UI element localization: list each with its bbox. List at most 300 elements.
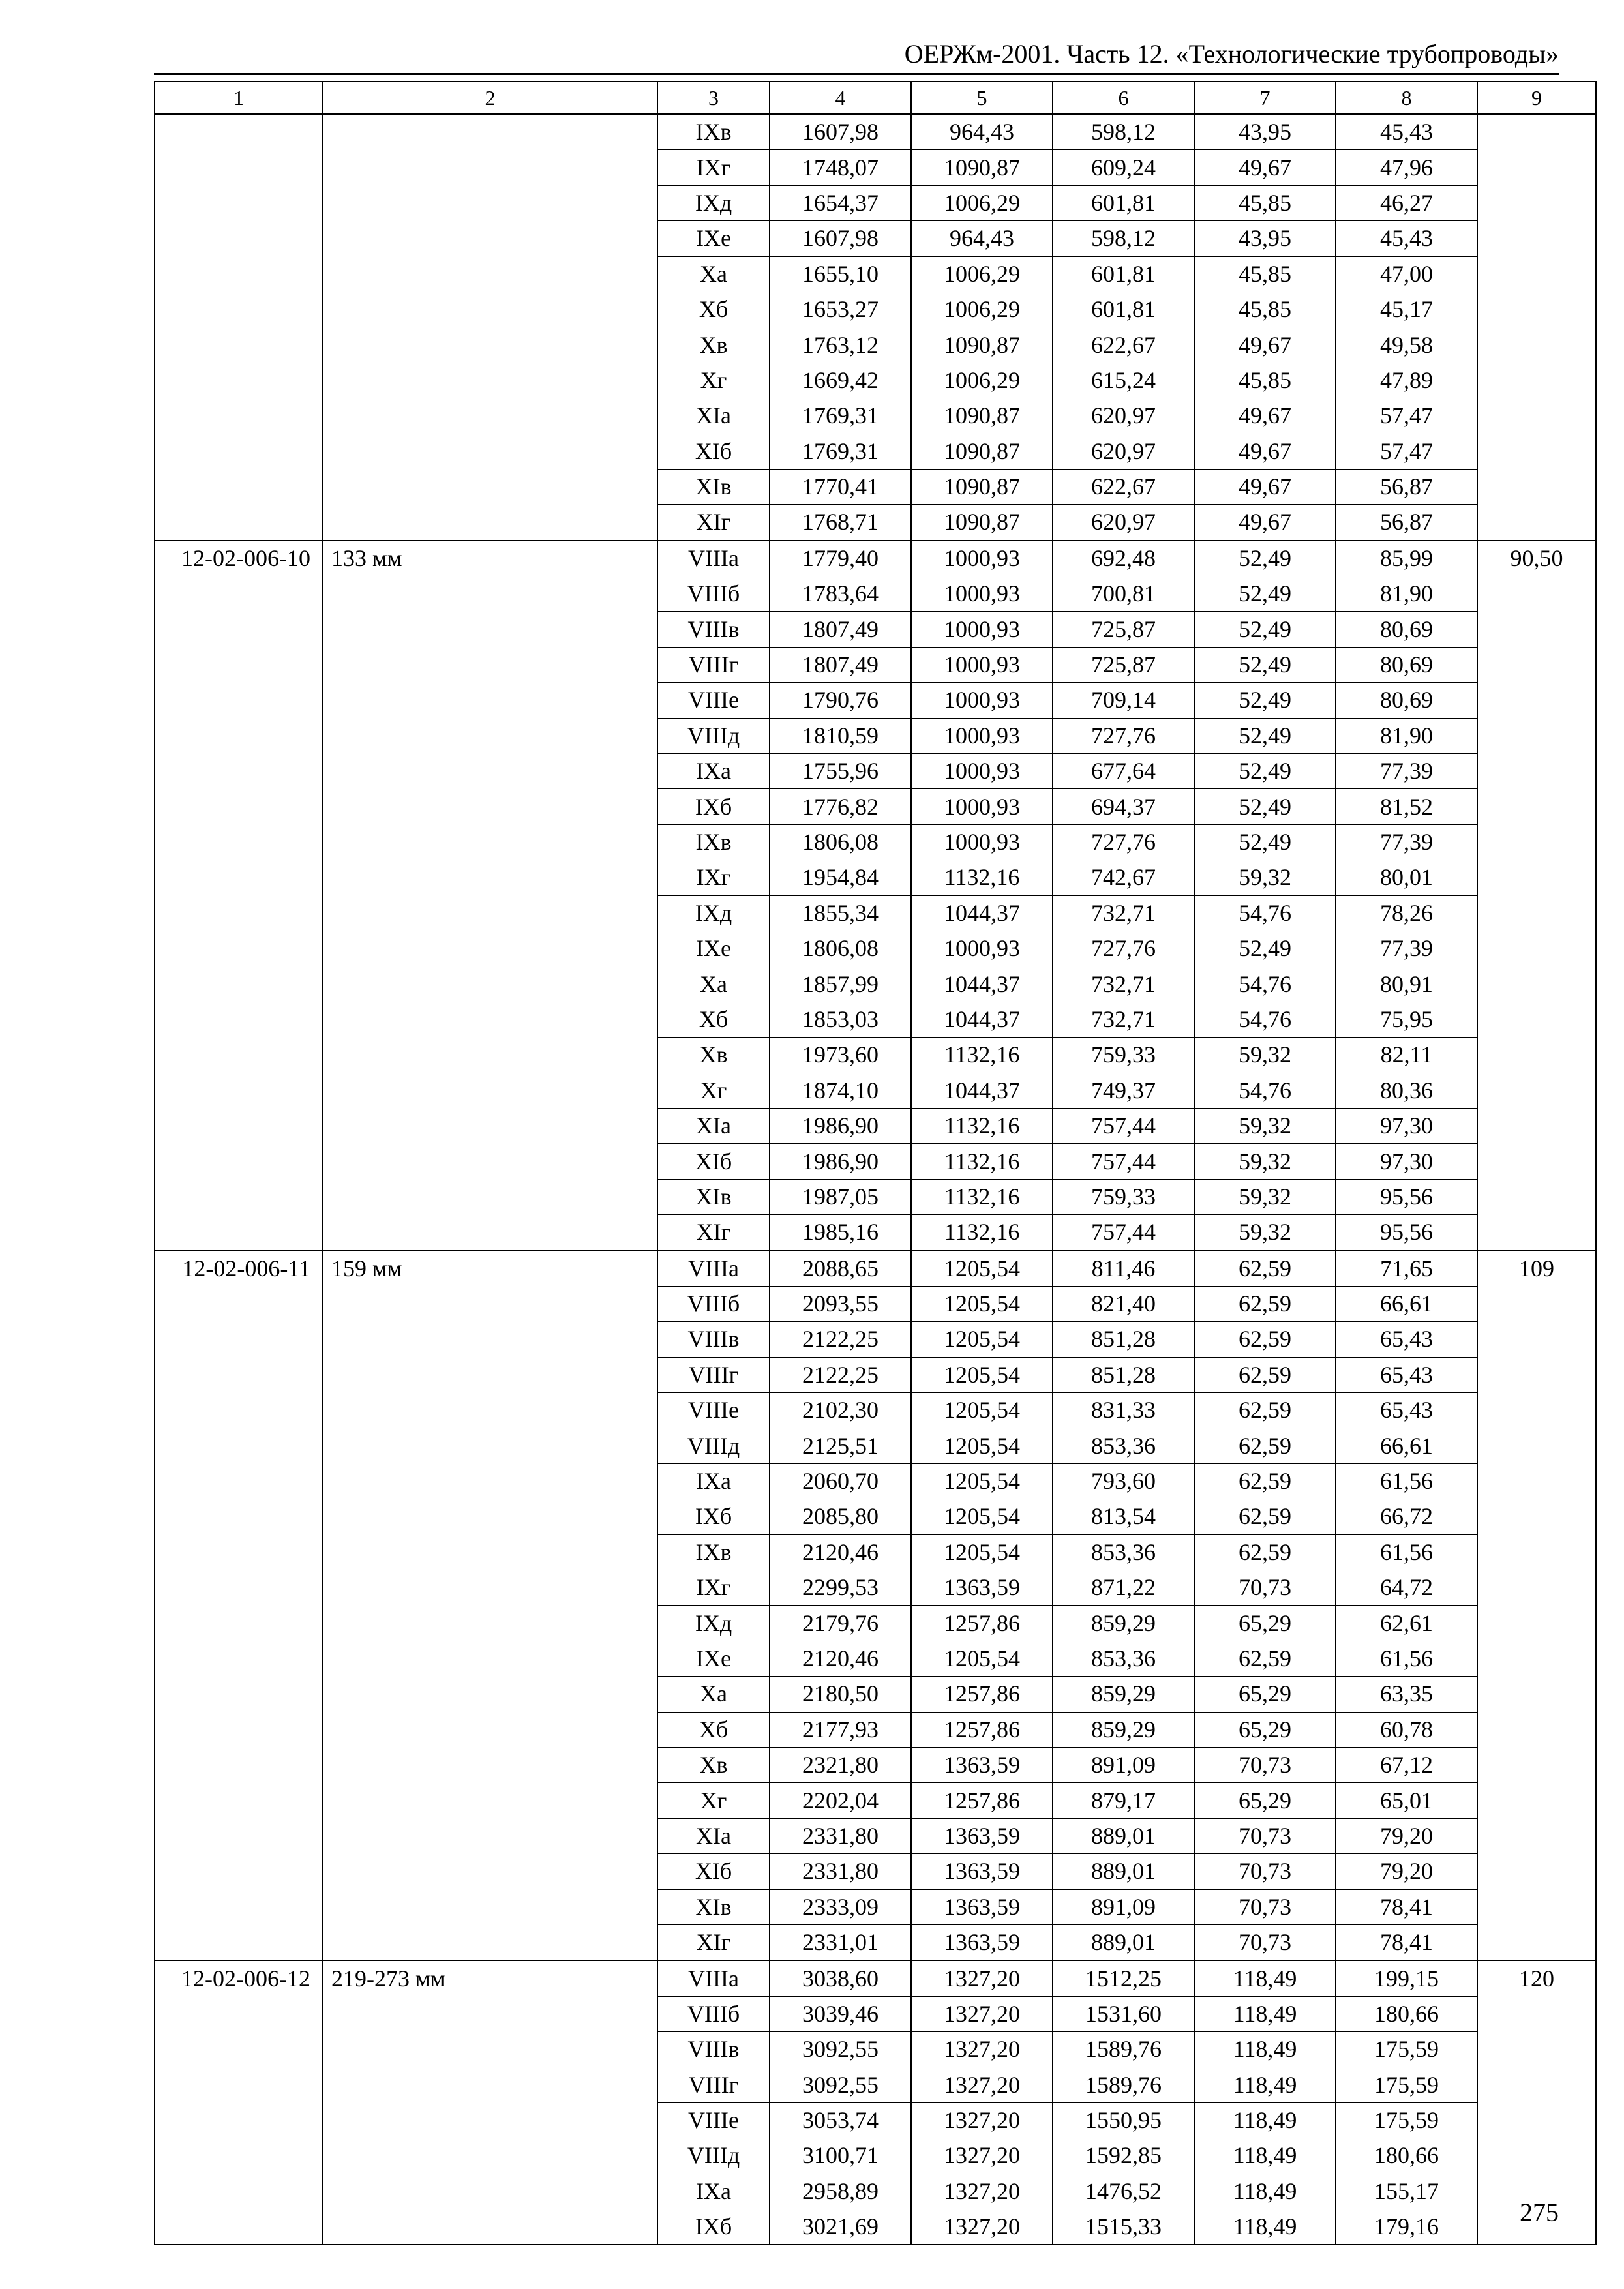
- operator-wages-cell: 118,49: [1194, 2138, 1336, 2174]
- materials-cell: 81,90: [1336, 576, 1477, 612]
- table-row: [155, 824, 1596, 860]
- total-cost-cell: 3038,60: [770, 1960, 911, 1996]
- labor-cell: 90,50: [1477, 541, 1596, 576]
- operator-wages-cell: 118,49: [1194, 2209, 1336, 2245]
- materials-cell: 61,56: [1336, 1641, 1477, 1676]
- pipe-size-cell: [323, 434, 657, 469]
- pipe-size-cell: [323, 1322, 657, 1357]
- total-cost-cell: 2321,80: [770, 1747, 911, 1782]
- labor-cell: [1477, 718, 1596, 753]
- materials-cell: 179,16: [1336, 2209, 1477, 2245]
- machine-cost-cell: 622,67: [1053, 469, 1194, 504]
- column-header: 6: [1053, 82, 1194, 114]
- operator-wages-cell: 70,73: [1194, 1747, 1336, 1782]
- table-row: [155, 1783, 1596, 1818]
- rate-code-cell: [155, 2174, 323, 2209]
- operator-wages-cell: 52,49: [1194, 612, 1336, 647]
- materials-cell: 80,01: [1336, 860, 1477, 895]
- machine-cost-cell: 732,71: [1053, 895, 1194, 931]
- column-header: 8: [1336, 82, 1477, 114]
- rate-code-cell: [155, 966, 323, 1002]
- pipe-size-cell: [323, 363, 657, 398]
- materials-cell: 78,26: [1336, 895, 1477, 931]
- materials-cell: 66,61: [1336, 1428, 1477, 1463]
- rate-code-cell: [155, 1889, 323, 1924]
- pipe-size-cell: [323, 1641, 657, 1676]
- table-row: [155, 1393, 1596, 1428]
- materials-cell: 79,20: [1336, 1818, 1477, 1853]
- rate-code-cell: [155, 505, 323, 541]
- labor-cell: 120: [1477, 1960, 1596, 1996]
- wages-cell: 1000,93: [911, 789, 1053, 824]
- machine-cost-cell: 620,97: [1053, 505, 1194, 541]
- table-row: [155, 1002, 1596, 1037]
- table-row: [155, 469, 1596, 504]
- machine-cost-cell: 1531,60: [1053, 1996, 1194, 2031]
- labor-cell: 109: [1477, 1251, 1596, 1287]
- rate-code-cell: [155, 327, 323, 363]
- operator-wages-cell: 52,49: [1194, 824, 1336, 860]
- table-row: [155, 718, 1596, 753]
- labor-cell: [1477, 2032, 1596, 2067]
- total-cost-cell: 2299,53: [770, 1570, 911, 1606]
- total-cost-cell: 1954,84: [770, 860, 911, 895]
- labor-cell: [1477, 647, 1596, 682]
- column-header: 4: [770, 82, 911, 114]
- labor-cell: [1477, 185, 1596, 220]
- labor-cell: [1477, 434, 1596, 469]
- materials-cell: 155,17: [1336, 2174, 1477, 2209]
- category-cell: Xг: [657, 363, 770, 398]
- operator-wages-cell: 45,85: [1194, 256, 1336, 292]
- materials-cell: 78,41: [1336, 1889, 1477, 1924]
- materials-cell: 175,59: [1336, 2102, 1477, 2138]
- wages-cell: 1205,54: [911, 1286, 1053, 1321]
- table-row: [155, 2102, 1596, 2138]
- category-cell: VIIIд: [657, 718, 770, 753]
- wages-cell: 1006,29: [911, 363, 1053, 398]
- labor-cell: [1477, 1818, 1596, 1853]
- machine-cost-cell: 732,71: [1053, 966, 1194, 1002]
- table-row: [155, 2138, 1596, 2174]
- operator-wages-cell: 52,49: [1194, 718, 1336, 753]
- labor-cell: [1477, 114, 1596, 150]
- wages-cell: 1327,20: [911, 2209, 1053, 2245]
- rate-code-cell: [155, 363, 323, 398]
- column-header: 7: [1194, 82, 1336, 114]
- table-row: [155, 1073, 1596, 1108]
- machine-cost-cell: 853,36: [1053, 1534, 1194, 1570]
- materials-cell: 85,99: [1336, 541, 1477, 576]
- materials-cell: 180,66: [1336, 1996, 1477, 2031]
- machine-cost-cell: 811,46: [1053, 1251, 1194, 1287]
- machine-cost-cell: 891,09: [1053, 1889, 1194, 1924]
- operator-wages-cell: 54,76: [1194, 895, 1336, 931]
- total-cost-cell: 1607,98: [770, 221, 911, 256]
- operator-wages-cell: 70,73: [1194, 1889, 1336, 1924]
- machine-cost-cell: 859,29: [1053, 1712, 1194, 1747]
- operator-wages-cell: 118,49: [1194, 2102, 1336, 2138]
- category-cell: XIб: [657, 434, 770, 469]
- total-cost-cell: 3100,71: [770, 2138, 911, 2174]
- table-row: [155, 860, 1596, 895]
- table-row: [155, 2209, 1596, 2245]
- wages-cell: 1363,59: [911, 1854, 1053, 1889]
- labor-cell: [1477, 1073, 1596, 1108]
- total-cost-cell: 3021,69: [770, 2209, 911, 2245]
- table-row: [155, 1677, 1596, 1712]
- category-cell: XIа: [657, 1818, 770, 1853]
- labor-cell: [1477, 505, 1596, 541]
- pipe-size-cell: [323, 754, 657, 789]
- operator-wages-cell: 62,59: [1194, 1251, 1336, 1287]
- total-cost-cell: 3092,55: [770, 2067, 911, 2102]
- wages-cell: 1327,20: [911, 2138, 1053, 2174]
- labor-cell: [1477, 1357, 1596, 1392]
- machine-cost-cell: 831,33: [1053, 1393, 1194, 1428]
- materials-cell: 65,43: [1336, 1393, 1477, 1428]
- operator-wages-cell: 59,32: [1194, 1144, 1336, 1179]
- category-cell: VIIIг: [657, 1357, 770, 1392]
- category-cell: Xа: [657, 256, 770, 292]
- labor-cell: [1477, 150, 1596, 185]
- materials-cell: 81,90: [1336, 718, 1477, 753]
- operator-wages-cell: 52,49: [1194, 683, 1336, 718]
- materials-cell: 47,00: [1336, 256, 1477, 292]
- table-row: [155, 1924, 1596, 1960]
- category-cell: VIIIе: [657, 683, 770, 718]
- wages-cell: 1363,59: [911, 1818, 1053, 1853]
- category-cell: XIв: [657, 1179, 770, 1214]
- rate-code-cell: [155, 1463, 323, 1499]
- category-cell: Xб: [657, 1002, 770, 1037]
- category-cell: Xб: [657, 1712, 770, 1747]
- rate-code-cell: [155, 292, 323, 327]
- wages-cell: 1327,20: [911, 2174, 1053, 2209]
- labor-cell: [1477, 683, 1596, 718]
- operator-wages-cell: 62,59: [1194, 1499, 1336, 1534]
- wages-cell: 1205,54: [911, 1393, 1053, 1428]
- pipe-size-cell: [323, 860, 657, 895]
- pipe-size-cell: [323, 398, 657, 434]
- pipe-size-cell: [323, 1747, 657, 1782]
- category-cell: IXг: [657, 860, 770, 895]
- pipe-size-cell: [323, 2102, 657, 2138]
- wages-cell: 1090,87: [911, 327, 1053, 363]
- operator-wages-cell: 52,49: [1194, 647, 1336, 682]
- category-cell: IXб: [657, 789, 770, 824]
- operator-wages-cell: 45,85: [1194, 185, 1336, 220]
- operator-wages-cell: 45,85: [1194, 292, 1336, 327]
- total-cost-cell: 1790,76: [770, 683, 911, 718]
- machine-cost-cell: 1550,95: [1053, 2102, 1194, 2138]
- category-cell: IXе: [657, 931, 770, 966]
- table-row: [155, 1606, 1596, 1641]
- machine-cost-cell: 598,12: [1053, 221, 1194, 256]
- pipe-size-cell: 133 мм: [323, 541, 657, 576]
- materials-cell: 97,30: [1336, 1108, 1477, 1143]
- category-cell: VIIIа: [657, 1251, 770, 1287]
- rate-code-cell: [155, 1924, 323, 1960]
- category-cell: IXа: [657, 1463, 770, 1499]
- category-cell: IXе: [657, 221, 770, 256]
- pipe-size-cell: [323, 1783, 657, 1818]
- rate-code-cell: [155, 718, 323, 753]
- pipe-size-cell: [323, 1215, 657, 1251]
- rate-code-cell: [155, 1606, 323, 1641]
- operator-wages-cell: 54,76: [1194, 1073, 1336, 1108]
- category-cell: Xб: [657, 292, 770, 327]
- table-row: [155, 1357, 1596, 1392]
- labor-cell: [1477, 327, 1596, 363]
- pipe-size-cell: [323, 292, 657, 327]
- operator-wages-cell: 62,59: [1194, 1286, 1336, 1321]
- operator-wages-cell: 118,49: [1194, 1960, 1336, 1996]
- wages-cell: 1327,20: [911, 2102, 1053, 2138]
- labor-cell: [1477, 1499, 1596, 1534]
- pipe-size-cell: [323, 1073, 657, 1108]
- total-cost-cell: 2180,50: [770, 1677, 911, 1712]
- category-cell: VIIIд: [657, 1428, 770, 1463]
- wages-cell: 1205,54: [911, 1251, 1053, 1287]
- materials-cell: 57,47: [1336, 434, 1477, 469]
- table-row: [155, 895, 1596, 931]
- table-row: [155, 1570, 1596, 1606]
- pipe-size-cell: [323, 1818, 657, 1853]
- total-cost-cell: 2125,51: [770, 1428, 911, 1463]
- machine-cost-cell: 891,09: [1053, 1747, 1194, 1782]
- wages-cell: 1044,37: [911, 895, 1053, 931]
- category-cell: IXг: [657, 1570, 770, 1606]
- machine-cost-cell: 889,01: [1053, 1818, 1194, 1853]
- header-rule: [154, 73, 1559, 75]
- pipe-size-cell: [323, 612, 657, 647]
- labor-cell: [1477, 1712, 1596, 1747]
- category-cell: VIIIв: [657, 612, 770, 647]
- labor-cell: [1477, 1889, 1596, 1924]
- total-cost-cell: 3092,55: [770, 2032, 911, 2067]
- rate-code-cell: [155, 1179, 323, 1214]
- pipe-size-cell: [323, 931, 657, 966]
- wages-cell: 1327,20: [911, 2032, 1053, 2067]
- total-cost-cell: 1669,42: [770, 363, 911, 398]
- category-cell: VIIIе: [657, 1393, 770, 1428]
- total-cost-cell: 1768,71: [770, 505, 911, 541]
- table-row: [155, 1534, 1596, 1570]
- machine-cost-cell: 601,81: [1053, 185, 1194, 220]
- labor-cell: [1477, 1038, 1596, 1073]
- materials-cell: 97,30: [1336, 1144, 1477, 1179]
- operator-wages-cell: 49,67: [1194, 327, 1336, 363]
- labor-cell: [1477, 1463, 1596, 1499]
- column-header: 1: [155, 82, 323, 114]
- pipe-size-cell: [323, 1179, 657, 1214]
- machine-cost-cell: 609,24: [1053, 150, 1194, 185]
- operator-wages-cell: 52,49: [1194, 754, 1336, 789]
- table-row: [155, 363, 1596, 398]
- total-cost-cell: 1973,60: [770, 1038, 911, 1073]
- operator-wages-cell: 59,32: [1194, 1108, 1336, 1143]
- rate-code-cell: [155, 434, 323, 469]
- operator-wages-cell: 118,49: [1194, 2032, 1336, 2067]
- wages-cell: 1363,59: [911, 1924, 1053, 1960]
- materials-cell: 95,56: [1336, 1215, 1477, 1251]
- total-cost-cell: 2122,25: [770, 1322, 911, 1357]
- machine-cost-cell: 709,14: [1053, 683, 1194, 718]
- wages-cell: 1205,54: [911, 1463, 1053, 1499]
- labor-cell: [1477, 895, 1596, 931]
- column-header: 2: [323, 82, 657, 114]
- table-row: [155, 541, 1596, 576]
- rate-code-cell: [155, 1783, 323, 1818]
- table-row: [155, 1889, 1596, 1924]
- machine-cost-cell: 694,37: [1053, 789, 1194, 824]
- labor-cell: [1477, 1534, 1596, 1570]
- machine-cost-cell: 727,76: [1053, 931, 1194, 966]
- pipe-size-cell: [323, 1428, 657, 1463]
- category-cell: IXв: [657, 1534, 770, 1570]
- labor-cell: [1477, 1108, 1596, 1143]
- total-cost-cell: 2333,09: [770, 1889, 911, 1924]
- category-cell: Xа: [657, 1677, 770, 1712]
- operator-wages-cell: 62,59: [1194, 1428, 1336, 1463]
- wages-cell: 1132,16: [911, 1215, 1053, 1251]
- wages-cell: 1205,54: [911, 1641, 1053, 1676]
- rate-code-cell: [155, 1038, 323, 1073]
- machine-cost-cell: 601,81: [1053, 256, 1194, 292]
- materials-cell: 61,56: [1336, 1534, 1477, 1570]
- table-row: [155, 1428, 1596, 1463]
- pipe-size-cell: [323, 2067, 657, 2102]
- table-row: [155, 1038, 1596, 1073]
- total-cost-cell: 1806,08: [770, 931, 911, 966]
- machine-cost-cell: 759,33: [1053, 1038, 1194, 1073]
- total-cost-cell: 1807,49: [770, 612, 911, 647]
- wages-cell: 1132,16: [911, 860, 1053, 895]
- materials-cell: 65,43: [1336, 1357, 1477, 1392]
- operator-wages-cell: 54,76: [1194, 1002, 1336, 1037]
- operator-wages-cell: 65,29: [1194, 1606, 1336, 1641]
- wages-cell: 1327,20: [911, 1996, 1053, 2031]
- total-cost-cell: 2202,04: [770, 1783, 911, 1818]
- labor-cell: [1477, 1322, 1596, 1357]
- machine-cost-cell: 727,76: [1053, 718, 1194, 753]
- labor-cell: [1477, 824, 1596, 860]
- materials-cell: 80,69: [1336, 647, 1477, 682]
- machine-cost-cell: 851,28: [1053, 1322, 1194, 1357]
- pipe-size-cell: [323, 1108, 657, 1143]
- wages-cell: 1327,20: [911, 2067, 1053, 2102]
- labor-cell: [1477, 1144, 1596, 1179]
- pipe-size-cell: [323, 1144, 657, 1179]
- table-row: [155, 683, 1596, 718]
- rate-code-cell: [155, 1322, 323, 1357]
- table-row: [155, 150, 1596, 185]
- materials-cell: 67,12: [1336, 1747, 1477, 1782]
- pipe-size-cell: [323, 1534, 657, 1570]
- machine-cost-cell: 700,81: [1053, 576, 1194, 612]
- total-cost-cell: 1655,10: [770, 256, 911, 292]
- total-cost-cell: 3039,46: [770, 1996, 911, 2031]
- materials-cell: 45,17: [1336, 292, 1477, 327]
- pipe-size-cell: [323, 1393, 657, 1428]
- materials-cell: 77,39: [1336, 824, 1477, 860]
- wages-cell: 1044,37: [911, 1002, 1053, 1037]
- labor-cell: [1477, 363, 1596, 398]
- machine-cost-cell: 871,22: [1053, 1570, 1194, 1606]
- materials-cell: 71,65: [1336, 1251, 1477, 1287]
- category-cell: XIб: [657, 1854, 770, 1889]
- total-cost-cell: 1986,90: [770, 1144, 911, 1179]
- machine-cost-cell: 732,71: [1053, 1002, 1194, 1037]
- operator-wages-cell: 65,29: [1194, 1677, 1336, 1712]
- wages-cell: 1000,93: [911, 683, 1053, 718]
- category-cell: IXе: [657, 1641, 770, 1676]
- total-cost-cell: 1763,12: [770, 327, 911, 363]
- table-row: [155, 327, 1596, 363]
- machine-cost-cell: 889,01: [1053, 1854, 1194, 1889]
- rate-code-cell: [155, 824, 323, 860]
- total-cost-cell: 2085,80: [770, 1499, 911, 1534]
- labor-cell: [1477, 1286, 1596, 1321]
- machine-cost-cell: 813,54: [1053, 1499, 1194, 1534]
- rate-code-cell: [155, 185, 323, 220]
- pipe-size-cell: [323, 1924, 657, 1960]
- pipe-size-cell: 219-273 мм: [323, 1960, 657, 1996]
- pipe-size-cell: [323, 824, 657, 860]
- materials-cell: 61,56: [1336, 1463, 1477, 1499]
- wages-cell: 1132,16: [911, 1144, 1053, 1179]
- wages-cell: 1000,93: [911, 931, 1053, 966]
- rate-code-cell: [155, 1108, 323, 1143]
- operator-wages-cell: 62,59: [1194, 1534, 1336, 1570]
- total-cost-cell: 1776,82: [770, 789, 911, 824]
- category-cell: XIа: [657, 398, 770, 434]
- rate-code-cell: 12-02-006-10: [155, 541, 323, 576]
- rate-code-cell: [155, 1854, 323, 1889]
- table-row: [155, 2174, 1596, 2209]
- pipe-size-cell: [323, 469, 657, 504]
- operator-wages-cell: 43,95: [1194, 114, 1336, 150]
- rate-code-cell: [155, 398, 323, 434]
- machine-cost-cell: 749,37: [1053, 1073, 1194, 1108]
- total-cost-cell: 1779,40: [770, 541, 911, 576]
- total-cost-cell: 1853,03: [770, 1002, 911, 1037]
- column-header: 9: [1477, 82, 1596, 114]
- table-row: [155, 505, 1596, 541]
- pipe-size-cell: [323, 1712, 657, 1747]
- materials-cell: 64,72: [1336, 1570, 1477, 1606]
- materials-cell: 80,69: [1336, 683, 1477, 718]
- column-header: 5: [911, 82, 1053, 114]
- materials-cell: 46,27: [1336, 185, 1477, 220]
- pipe-size-cell: [323, 1606, 657, 1641]
- wages-cell: 1257,86: [911, 1677, 1053, 1712]
- machine-cost-cell: 1476,52: [1053, 2174, 1194, 2209]
- pipe-size-cell: [323, 683, 657, 718]
- materials-cell: 175,59: [1336, 2067, 1477, 2102]
- machine-cost-cell: 677,64: [1053, 754, 1194, 789]
- table-row: [155, 576, 1596, 612]
- pipe-size-cell: [323, 185, 657, 220]
- labor-cell: [1477, 1393, 1596, 1428]
- column-number-row: [155, 82, 1596, 114]
- pipe-size-cell: [323, 1357, 657, 1392]
- pipe-size-cell: [323, 1499, 657, 1534]
- materials-cell: 180,66: [1336, 2138, 1477, 2174]
- machine-cost-cell: 727,76: [1053, 824, 1194, 860]
- labor-cell: [1477, 754, 1596, 789]
